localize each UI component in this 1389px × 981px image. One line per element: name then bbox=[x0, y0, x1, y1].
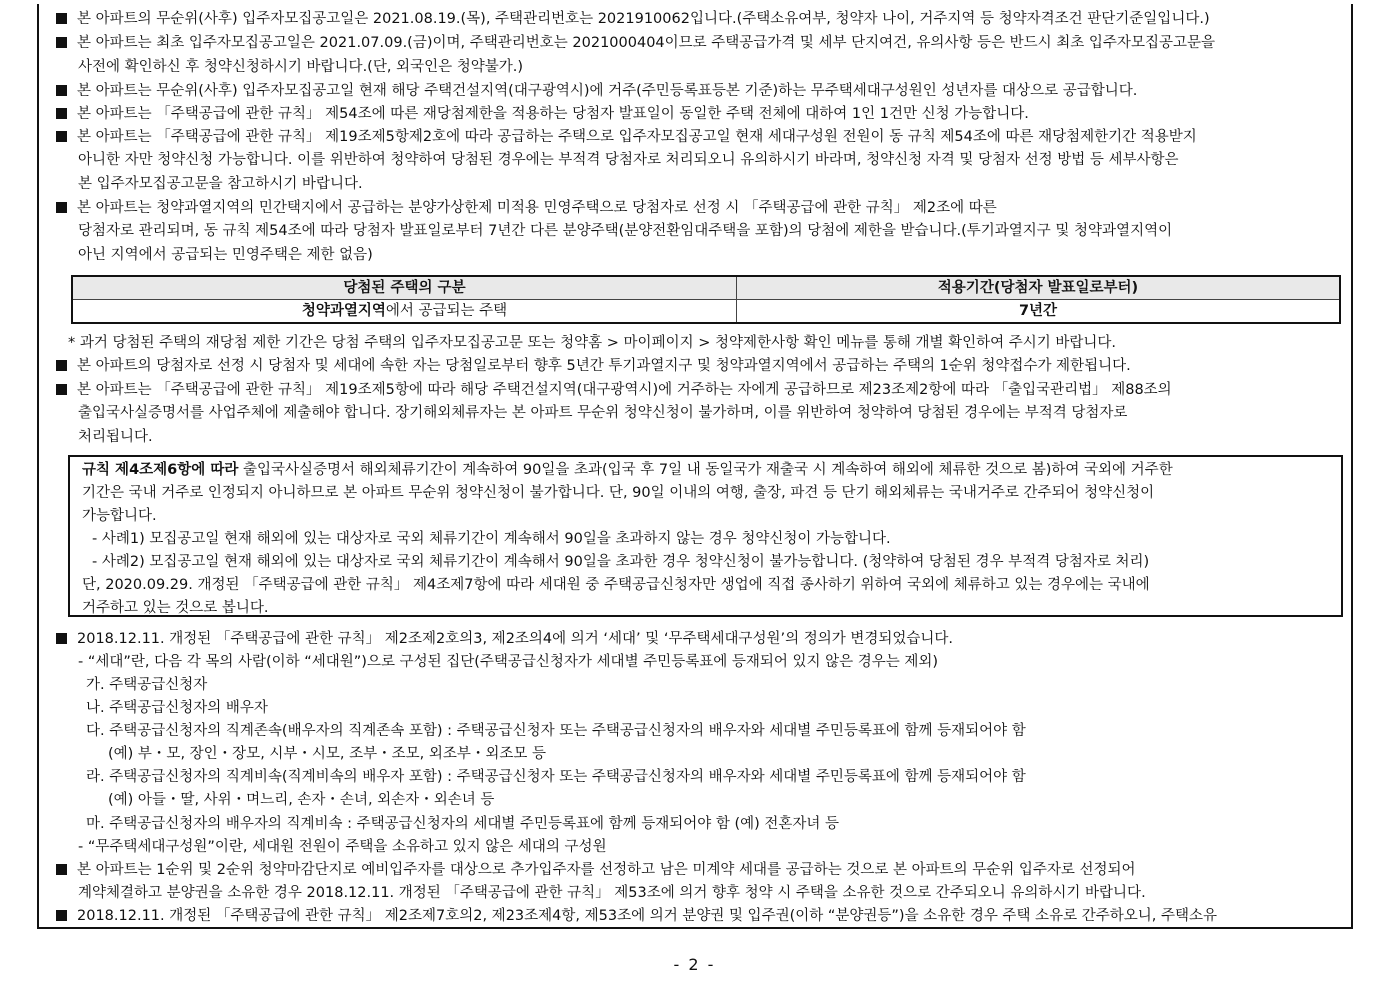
bullet-square-icon bbox=[56, 13, 67, 24]
notice-presale-rights bbox=[56, 906, 1217, 928]
notice-continuation bbox=[78, 427, 153, 449]
notice-continuation bbox=[78, 150, 1179, 172]
notice-text: 처리됩니다. bbox=[78, 429, 153, 445]
notice-text: 본 아파트는 무순위(사후) 입주자모집공고일 현재 해당 주택건설지역(대구광역시)에 거주(주민등록표등본 기준)하는 무주택세대구성원인 성년자를 대상으로 공급합니다. bbox=[77, 83, 1138, 99]
bullet-square-icon bbox=[56, 633, 67, 644]
rule-reference: 규칙 제4조제6항에 따라 bbox=[82, 462, 239, 478]
household-item-ra: 라. 주택공급신청자의 직계비속(직계비속의 배우자 포함) : 주택공급신청자 또는 주택공급신청자의 배우자와 세대별 주민등록표에 함께 등재되어야 함 bbox=[86, 769, 1026, 785]
notice-text: * 과거 당첨된 주택의 재당첨 제한 기간은 당첨 주택의 입주자모집공고문 또는 청약홈 > 마이페이지 > 청약제한사항 확인 메뉴를 통해 개별 확인하여 주시기 바랍니다. bbox=[68, 335, 1117, 351]
notice-first-priority-restriction bbox=[56, 356, 1131, 378]
notice-text: 출입국사실증명서를 사업주체에 제출해야 합니다. 장기해외체류자는 본 아파트 무순위 청약신청이 불가하며, 이를 위반하여 청약하여 당첨된 경우에는 부적격 당첨자로 bbox=[78, 405, 1128, 421]
notice-rewin-restriction bbox=[56, 127, 1197, 149]
restriction-period-table bbox=[71, 275, 1341, 324]
note-line bbox=[82, 460, 1173, 480]
notice-continuation bbox=[78, 57, 523, 79]
notice-text: 사전에 확인하신 후 청약신청하시기 바랍니다.(단, 외국인은 청약불가.) bbox=[78, 59, 523, 75]
notice-announcement-date bbox=[56, 9, 1210, 31]
notice-text: 본 아파트는 청약과열지역의 민간택지에서 공급하는 분양가상한제 미적용 민영주택으로 당첨자로 선정 시 「주택공급에 관한 규칙」 제2조에 따른 bbox=[77, 200, 997, 216]
note-line: 단, 2020.09.29. 개정된 「주택공급에 관한 규칙」 제4조제7항에 따라 세대원 중 주택공급신청자만 생업에 직접 종사하기 위하여 국외에 체류하고 있는 경우에는 국내에 bbox=[82, 577, 1150, 593]
bullet-square-icon bbox=[56, 37, 67, 48]
household-item-ma: 마. 주택공급신청자의 배우자의 직계비속 : 주택공급신청자의 세대별 주민등록표에 함께 등재되어야 함 (예) 전혼자녀 등 bbox=[86, 816, 840, 832]
household-item-ra-example: (예) 아들・딸, 사위・며느리, 손자・손녀, 외손자・외손녀 등 bbox=[108, 792, 495, 808]
table-row bbox=[72, 300, 1340, 324]
note-text: 출입국사실증명서 해외체류기간이 계속하여 90일을 초과(입국 후 7일 내 동일국가 재출국 시 계속하여 해외에 체류한 것으로 봄)하여 국외에 거주한 bbox=[238, 462, 1173, 478]
notice-remaining-units bbox=[56, 860, 1136, 882]
note-case-1: - 사례1) 모집공고일 현재 해외에 있는 대상자로 국외 체류기간이 계속해서 90일을 초과하지 않는 경우 청약신청이 가능합니다. bbox=[92, 531, 891, 547]
homeless-member-def: - “무주택세대구성원”이란, 세대원 전원이 주택을 소유하고 있지 않은 세대의 구성원 bbox=[78, 839, 607, 855]
notice-text: 2018.12.11. 개정된 「주택공급에 관한 규칙」 제2조제2호의3, 제2조의4에 의거 ‘세대’ 및 ‘무주택세대구성원’의 정의가 변경되었습니다. bbox=[77, 631, 954, 647]
table-header-row bbox=[72, 276, 1340, 300]
household-item-na: 나. 주택공급신청자의 배우자 bbox=[86, 700, 268, 716]
notice-text: 아니한 자만 청약신청 가능합니다. 이를 위반하여 청약하여 당첨된 경우에는 부적격 당첨자로 처리되오니 유의하시기 바라며, 청약신청 자격 및 당첨자 선정 방법 등 세부사항은 bbox=[78, 152, 1179, 168]
notice-household-definition bbox=[56, 629, 953, 651]
notice-continuation bbox=[78, 221, 1172, 243]
notice-text: 본 아파트는 1순위 및 2순위 청약마감단지로 예비입주자를 대상으로 추가입주자를 선정하고 남은 미계약 세대를 공급하는 것으로 본 아파트의 무순위 입주자로 선정되어 bbox=[77, 862, 1136, 878]
notice-text: 아닌 지역에서 공급되는 민영주택은 제한 없음) bbox=[78, 247, 373, 263]
table-header-housing-type: 당첨된 주택의 구분 bbox=[72, 276, 737, 300]
overseas-stay-note-box bbox=[68, 455, 1343, 617]
household-item-ga: 가. 주택공급신청자 bbox=[86, 677, 208, 693]
notice-rewin-check bbox=[68, 333, 1116, 355]
note-line: 기간은 국내 거주로 인정되지 아니하므로 본 아파트 무순위 청약신청이 불가합니다. 단, 90일 이내의 여행, 출장, 파견 등 단기 해외체류는 국내거주로 간주되어 청약신청이 bbox=[82, 485, 1155, 501]
note-line: 거주하고 있는 것으로 봅니다. bbox=[82, 600, 269, 616]
notice-continuation bbox=[78, 245, 373, 267]
notice-first-announcement bbox=[56, 33, 1215, 55]
notice-immigration-certificate bbox=[56, 380, 1172, 402]
note-case-2: - 사례2) 모집공고일 현재 해외에 있는 대상자로 국외 체류기간이 계속해서 90일을 초과한 경우 청약신청이 불가능합니다. (청약하여 당첨된 경우 부적격 당첨자로 처리) bbox=[92, 554, 1150, 570]
housing-type-text: 에서 공급되는 주택 bbox=[385, 303, 508, 319]
household-def-line: - “세대”란, 다음 각 목의 사람(이하 “세대원”)으로 구성된 집단(주택공급신청자가 세대별 주민등록표에 등재되어 있지 않은 경우는 제외) bbox=[78, 654, 939, 670]
notice-text: 본 입주자모집공고문을 참고하시기 바랍니다. bbox=[78, 176, 363, 192]
notice-text: 본 아파트의 당첨자로 선정 시 당첨자 및 세대에 속한 자는 당첨일로부터 향후 5년간 투기과열지구 및 청약과열지역에서 공급하는 주택의 1순위 청약접수가 제한됩니다. bbox=[77, 358, 1131, 374]
overheated-area-label: 청약과열지역 bbox=[301, 303, 386, 319]
bullet-square-icon bbox=[56, 910, 67, 921]
notice-text: 계약체결하고 분양권을 소유한 경우 2018.12.11. 개정된 「주택공급에 관한 규칙」 제53조에 의거 향후 청약 시 주택을 소유한 것으로 간주되오니 유의하시기 바랍니다. bbox=[78, 885, 1146, 901]
notice-text: 본 아파트는 최초 입주자모집공고일은 2021.07.09.(금)이며, 주택관리번호는 2021000404이므로 주택공급가격 및 세부 단지여건, 유의사항 등은 반드시 최초 입주자모집공고문을 bbox=[77, 35, 1215, 51]
notice-text: 당첨자로 관리되며, 동 규칙 제54조에 따라 당첨자 발표일로부터 7년간 다른 분양주택(분양전환임대주택을 포함)의 당첨에 제한을 받습니다.(투기과열지구 및 청약과열지역이 bbox=[78, 223, 1173, 239]
notice-text: 본 아파트는 「주택공급에 관한 규칙」 제54조에 따른 재당첨제한을 적용하는 당첨자 발표일이 동일한 주택 전체에 대하여 1인 1건만 신청 가능합니다. bbox=[77, 106, 1029, 122]
household-item-da-example: (예) 부・모, 장인・장모, 시부・시모, 조부・조모, 외조부・외조모 등 bbox=[108, 746, 547, 762]
bullet-square-icon bbox=[56, 384, 67, 395]
notice-text: 본 아파트는 「주택공급에 관한 규칙」 제19조제5항제2호에 따라 공급하는 주택으로 입주자모집공고일 현재 세대구성원 전원이 동 규칙 제54조에 따른 재당첨제한기간 적용받지 bbox=[77, 129, 1197, 145]
page-number: - 2 - bbox=[673, 955, 716, 974]
bullet-square-icon bbox=[56, 85, 67, 96]
bullet-square-icon bbox=[56, 864, 67, 875]
bullet-square-icon bbox=[56, 131, 67, 142]
notice-text: 본 아파트는 「주택공급에 관한 규칙」 제19조제5항에 따라 해당 주택건설지역(대구광역시)에 거주하는 자에게 공급하므로 제23조제2항에 따라 「출입국관리법」 제88조의 bbox=[77, 382, 1172, 398]
bullet-square-icon bbox=[56, 360, 67, 371]
notice-continuation bbox=[78, 403, 1127, 425]
bullet-square-icon bbox=[56, 202, 67, 213]
table-header-period: 적용기간(당첨자 발표일로부터) bbox=[737, 276, 1341, 300]
notice-continuation bbox=[78, 883, 1146, 905]
note-line: 가능합니다. bbox=[82, 508, 157, 524]
notice-overheated-area bbox=[56, 198, 997, 220]
table-cell-period: 7년간 bbox=[737, 300, 1341, 324]
household-item-da: 다. 주택공급신청자의 직계존속(배우자의 직계존속 포함) : 주택공급신청자 또는 주택공급신청자의 배우자와 세대별 주민등록표에 함께 등재되어야 함 bbox=[86, 723, 1026, 739]
bullet-square-icon bbox=[56, 108, 67, 119]
notice-text: 2018.12.11. 개정된 「주택공급에 관한 규칙」 제2조제7호의2, 제23조제4항, 제53조에 의거 분양권 및 입주권(이하 “분양권등”)을 소유한 경우 주택 소유로 간주하오니, 주택소유 bbox=[77, 908, 1217, 924]
notice-eligibility bbox=[56, 81, 1137, 103]
notice-text: 본 아파트의 무순위(사후) 입주자모집공고일은 2021.08.19.(목), 주택관리번호는 2021910062입니다.(주택소유여부, 청약자 나이, 거주지역 등 청약자격조건 판단기준일입니다.) bbox=[77, 11, 1210, 27]
table-cell-housing-type bbox=[72, 300, 737, 324]
notice-one-application bbox=[56, 104, 1029, 126]
notice-continuation bbox=[78, 174, 363, 196]
